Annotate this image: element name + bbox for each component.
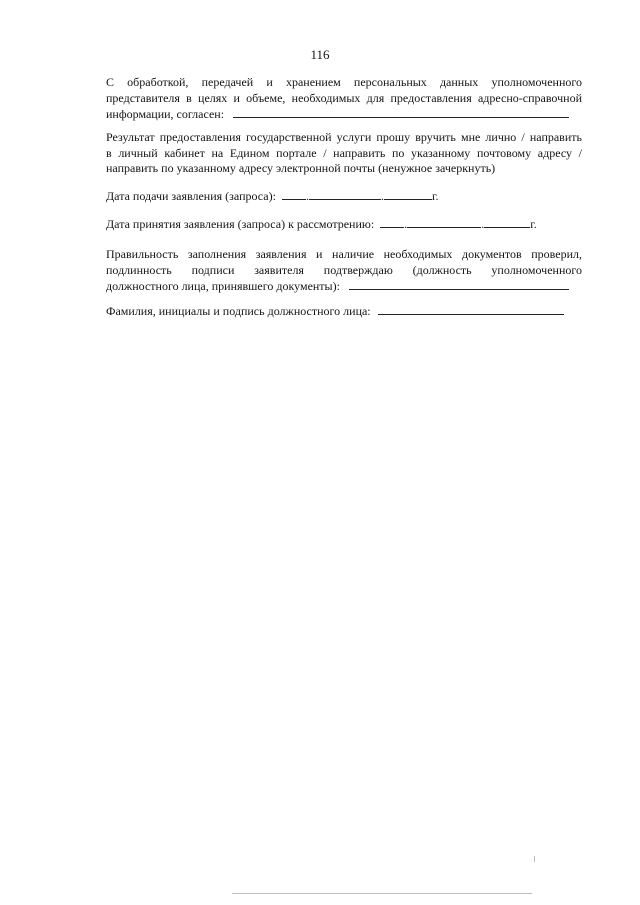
result-line-2: в личный кабинет на Едином портале / направить по указанному почтовому адресу / xyxy=(106,145,582,160)
submission-date-label: Дата подачи заявления (запроса): xyxy=(106,189,276,203)
signature-line xyxy=(106,303,582,320)
scan-artifact-dot xyxy=(534,856,535,862)
page-number: 116 xyxy=(310,47,330,62)
signature-label: Фамилия, инициалы и подпись должностного лица: xyxy=(106,304,371,318)
acceptance-date-label: Дата принятия заявления (запроса) к рассмотрению: xyxy=(106,217,375,231)
verification-line-3 xyxy=(106,278,582,295)
submission-date-row xyxy=(106,188,582,205)
submission-day-field[interactable] xyxy=(282,188,306,200)
acceptance-month-field[interactable] xyxy=(407,216,481,228)
consent-paragraph xyxy=(106,75,582,123)
acceptance-day-field[interactable] xyxy=(380,216,404,228)
consent-signature-field[interactable] xyxy=(233,106,569,118)
verification-line-3-text: должностного лица, принявшего документы): xyxy=(106,279,340,293)
scan-artifact-bottom xyxy=(232,893,532,894)
submission-year-field[interactable] xyxy=(384,188,432,200)
acceptance-date-row xyxy=(106,216,582,233)
result-line-3: направить по указанному адресу электронной почты (ненужное зачеркнуть) xyxy=(106,161,496,175)
submission-date-separator-1: . xyxy=(305,189,309,203)
acceptance-year-suffix: г. xyxy=(530,217,537,231)
verification-line-1: Правильность заполнения заявления и наличие необходимых документов проверил, xyxy=(106,247,582,261)
consent-line-3 xyxy=(106,106,582,123)
acceptance-date-line xyxy=(106,216,582,233)
result-paragraph xyxy=(106,130,582,177)
acceptance-date-separator-2: . xyxy=(481,217,485,231)
acceptance-year-field[interactable] xyxy=(484,216,530,228)
consent-line-2: представителя в целях и объеме, необходимых для предоставления адресно-справочной xyxy=(106,90,582,105)
official-position-field[interactable] xyxy=(349,278,569,290)
submission-date-line xyxy=(106,188,582,205)
submission-date-separator-2: . xyxy=(380,189,384,203)
signature-row xyxy=(106,303,582,320)
submission-year-suffix: г. xyxy=(431,189,439,203)
result-line-1: Результат предоставления государственной услуги прошу вручить мне лично / направить xyxy=(106,130,582,144)
acceptance-date-separator-1: . xyxy=(404,217,408,231)
submission-month-field[interactable] xyxy=(309,188,381,200)
consent-line-1: С обработкой, передачей и хранением персональных данных уполномоченного xyxy=(106,75,582,89)
verification-paragraph xyxy=(106,247,582,295)
official-signature-field[interactable] xyxy=(378,303,564,315)
verification-line-2: подлинность подписи заявителя подтверждаю (должность уполномоченного xyxy=(106,262,582,277)
consent-line-3-text: информации, согласен: xyxy=(106,107,225,121)
